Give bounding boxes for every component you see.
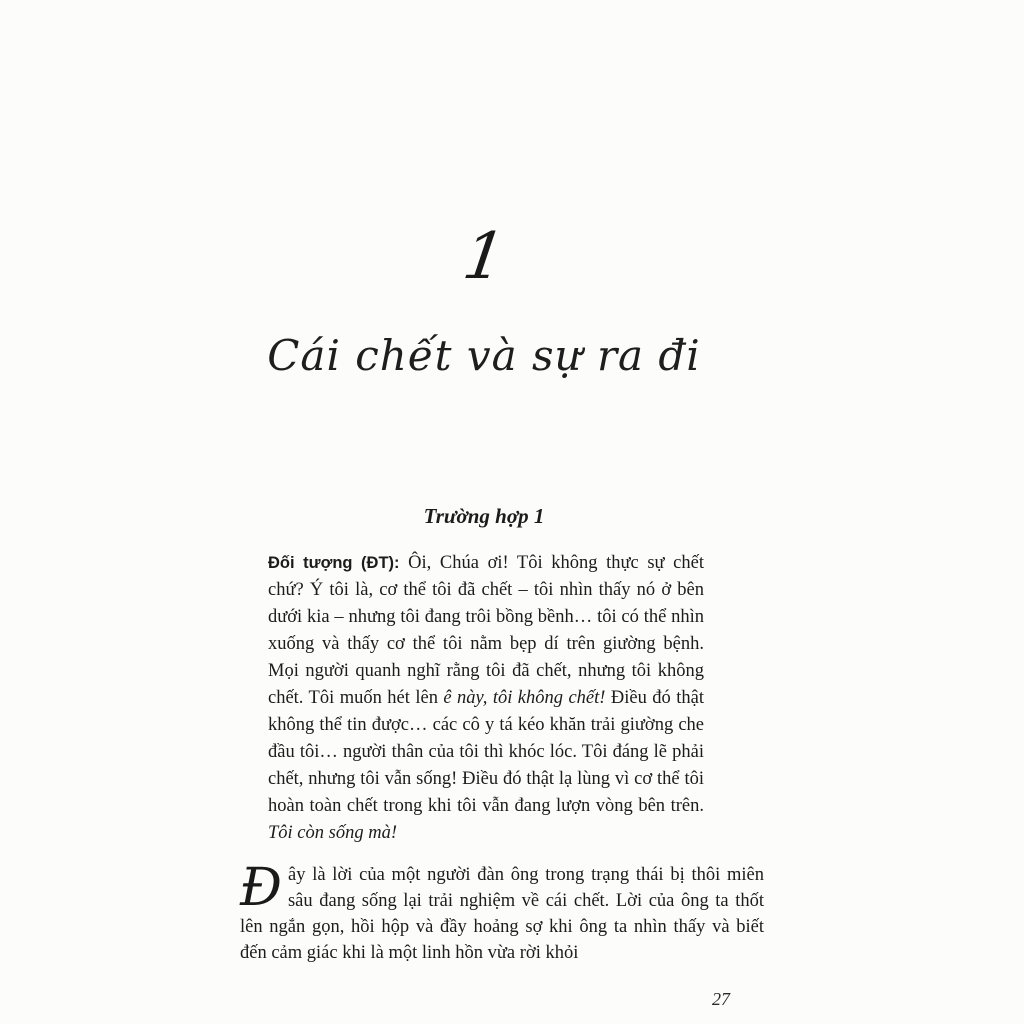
chapter-number: 1	[458, 220, 510, 294]
quote-text-part-2: Điều đó thật không thể tin được… các cô y tá kéo khăn trải giường che đầu tôi… người thân của tôi thì khóc lóc. Tôi đáng lẽ phải chết, nhưng tôi vẫn sống! Điều đó thật lạ lùng vì cơ thể tôi hoàn toàn chết trong khi tôi vẫn đang lượn vòng bên trên.	[268, 688, 704, 816]
quote-speaker: Đối tượng (ĐT):	[268, 554, 400, 572]
quote-text-part-1: Ôi, Chúa ơi! Tôi không thực sự chết chứ? Ý tôi là, cơ thể tôi đã chết – tôi nhìn thấy nó ở bên dưới kia – nhưng tôi đang trôi bồng bềnh… tôi có thể nhìn xuống và thấy cơ thể tôi nằm bẹp dí trên giường bệnh. Mọi người quanh nghĩ rằng tôi đã chết, nhưng tôi không chết. Tôi muốn hét lên	[268, 553, 704, 708]
drop-cap: Đ	[240, 858, 282, 918]
body-paragraph-text: ây là lời của một người đàn ông trong trạng thái bị thôi miên sâu đang sống lại trải nghiệm về cái chết. Lời của ông ta thốt lên ngắn gọn, hồi hộp và đầy hoảng sợ khi ông ta nhìn thấy và biết đến cảm giác khi là một linh hồn vừa rời khỏi	[240, 865, 764, 963]
page-number: 27	[712, 989, 730, 1009]
quote-italic-part-2: Tôi còn sống mà!	[268, 823, 397, 843]
case-heading: Trường hợp 1	[423, 504, 545, 528]
chapter-title: Cái chết và sự ra đi	[267, 331, 701, 380]
quote-italic-part-1: ê này, tôi không chết!	[443, 688, 606, 708]
body-paragraph	[240, 858, 764, 966]
case-quote	[268, 550, 704, 847]
